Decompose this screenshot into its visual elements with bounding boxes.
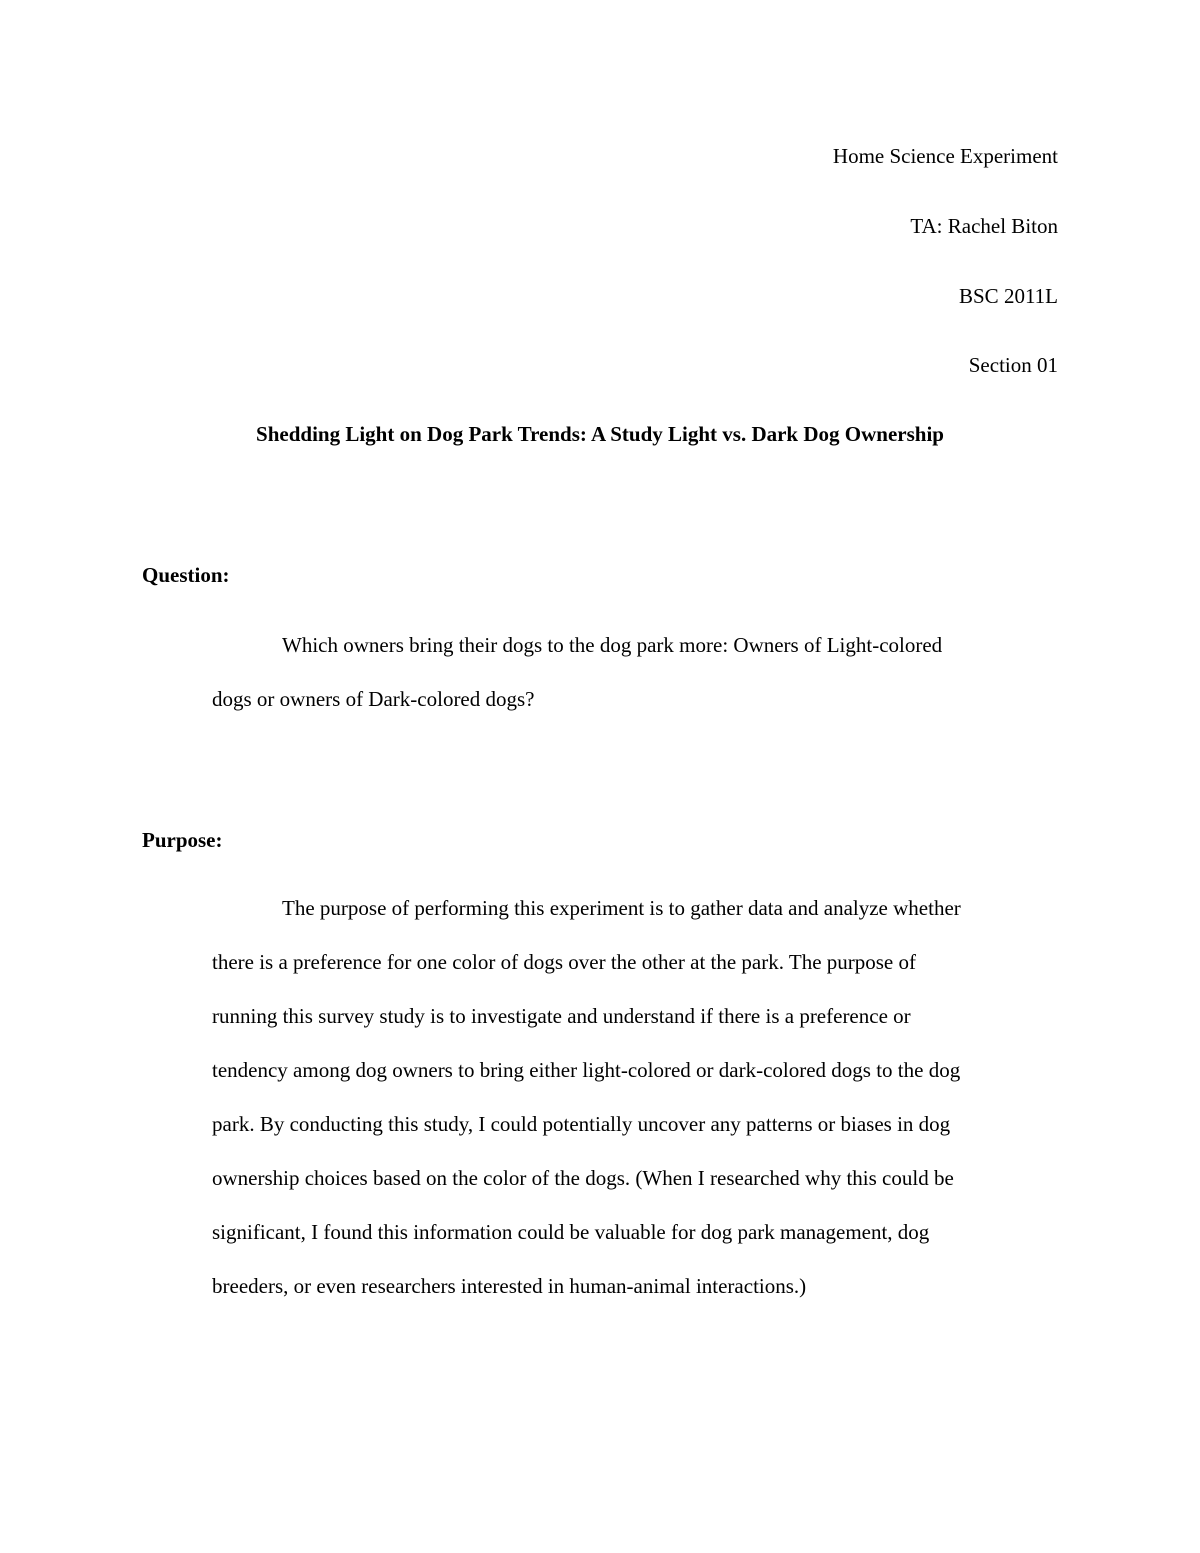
purpose-line: tendency among dog owners to bring either light-colored or dark-colored dogs to the dog (212, 1058, 961, 1082)
document-title: Shedding Light on Dog Park Trends: A Study Light vs. Dark Dog Ownership (256, 422, 944, 446)
purpose-line: ownership choices based on the color of the dogs. (When I researched why this could be (212, 1166, 954, 1190)
question-paragraph (212, 618, 942, 726)
header-ta: TA: Rachel Biton (910, 214, 1058, 238)
purpose-line: significant, I found this information could be valuable for dog park management, dog (212, 1220, 930, 1244)
question-heading: Question: (142, 563, 230, 587)
purpose-heading: Purpose: (142, 828, 223, 852)
header-course-name: Home Science Experiment (832, 144, 1058, 168)
purpose-line: The purpose of performing this experiment is to gather data and analyze whether (282, 896, 961, 920)
question-line: Which owners bring their dogs to the dog park more: Owners of Light-colored (282, 633, 943, 657)
purpose-paragraph (212, 881, 961, 1313)
purpose-line: there is a preference for one color of dogs over the other at the park. The purpose of (212, 950, 916, 974)
purpose-line: running this survey study is to investigate and understand if there is a preference or (212, 1004, 911, 1028)
header-course-code: BSC 2011L (959, 284, 1058, 308)
purpose-line: park. By conducting this study, I could potentially uncover any patterns or biases in dog (212, 1112, 951, 1136)
purpose-line: breeders, or even researchers interested in human-animal interactions.) (212, 1274, 807, 1298)
question-line: dogs or owners of Dark-colored dogs? (212, 687, 535, 711)
header-section: Section 01 (968, 353, 1058, 377)
